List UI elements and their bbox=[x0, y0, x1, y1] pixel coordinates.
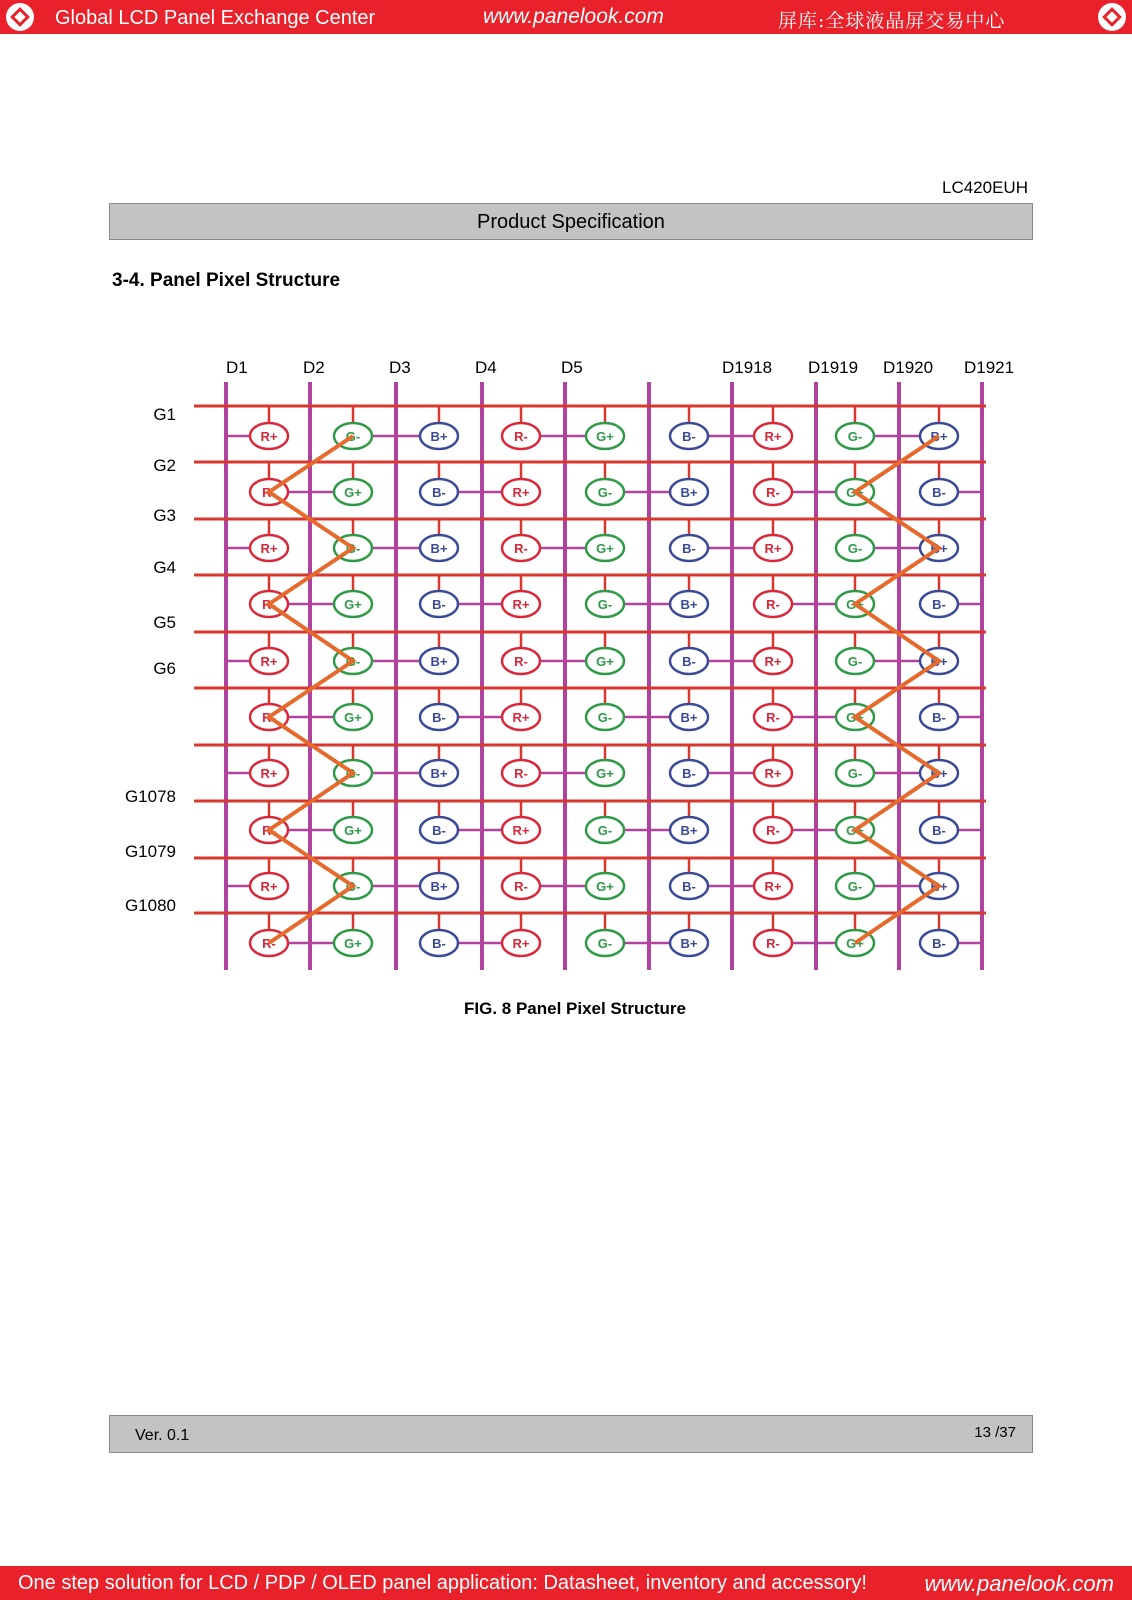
pixel-label: R- bbox=[514, 654, 528, 669]
data-line-label: D1921 bbox=[964, 358, 1015, 377]
pixel-label: R+ bbox=[260, 654, 278, 669]
model-number: LC420EUH bbox=[942, 178, 1028, 197]
pixel-label: G+ bbox=[596, 654, 614, 669]
pixel-label: G- bbox=[847, 766, 863, 781]
pixel-label: B- bbox=[932, 597, 946, 612]
pixel-label: R- bbox=[514, 429, 528, 444]
banner-title: Global LCD Panel Exchange Center bbox=[55, 7, 376, 29]
data-line-label: D1 bbox=[226, 358, 248, 377]
pixel-label: G- bbox=[597, 823, 613, 838]
page-number: 13 /37 bbox=[974, 1424, 1016, 1441]
version-label: Ver. 0.1 bbox=[135, 1427, 190, 1444]
pixel-label: B+ bbox=[680, 936, 698, 951]
pixel-label: G- bbox=[345, 654, 361, 669]
pixel-label: G- bbox=[847, 541, 863, 556]
gate-line-label: G4 bbox=[153, 558, 176, 577]
pixel-label: B+ bbox=[680, 823, 698, 838]
gate-line-label: G3 bbox=[153, 506, 176, 525]
pixel-label: B+ bbox=[680, 485, 698, 500]
pixel-label: B- bbox=[432, 710, 446, 725]
pixel-label: R+ bbox=[512, 823, 530, 838]
pixel-label: G+ bbox=[344, 597, 362, 612]
data-line-label: D5 bbox=[561, 358, 583, 377]
pixel-label: G+ bbox=[596, 879, 614, 894]
pixel-label: B+ bbox=[430, 879, 448, 894]
pixel-label: G+ bbox=[846, 823, 864, 838]
gate-line-label: G1080 bbox=[124, 896, 176, 915]
pixel-label: G- bbox=[345, 541, 361, 556]
data-line-label: D1919 bbox=[808, 358, 859, 377]
pixel-label: G- bbox=[345, 429, 361, 444]
pixel-label: R- bbox=[766, 597, 780, 612]
pixel-label: G+ bbox=[596, 429, 614, 444]
pixel-label: B- bbox=[682, 879, 696, 894]
pixel-label: G+ bbox=[846, 597, 864, 612]
pixel-label: G+ bbox=[846, 485, 864, 500]
pixel-label: B- bbox=[432, 823, 446, 838]
pixel-label: B- bbox=[932, 823, 946, 838]
pixel-label: R- bbox=[262, 936, 276, 951]
pixel-label: G+ bbox=[846, 936, 864, 951]
data-line-label: D2 bbox=[303, 358, 325, 377]
pixel-label: R- bbox=[514, 541, 528, 556]
pixel-label: B- bbox=[432, 485, 446, 500]
pixel-label: B- bbox=[432, 936, 446, 951]
pixel-label: G+ bbox=[846, 710, 864, 725]
pixel-label: B+ bbox=[930, 429, 948, 444]
banner-chinese-title: 屏库:全球液晶屏交易中心 bbox=[778, 10, 1006, 32]
pixel-label: G- bbox=[847, 879, 863, 894]
pixel-label: R+ bbox=[260, 766, 278, 781]
pixel-label: G- bbox=[345, 766, 361, 781]
pixel-label: R- bbox=[766, 823, 780, 838]
pixel-label: G- bbox=[847, 654, 863, 669]
pixel-label: R+ bbox=[512, 936, 530, 951]
pixel-label: B- bbox=[682, 654, 696, 669]
pixel-label: R+ bbox=[512, 485, 530, 500]
pixel-label: R- bbox=[514, 879, 528, 894]
bottom-banner-text: One step solution for LCD / PDP / OLED panel application: Datasheet, inventory and accessory! bbox=[18, 1572, 867, 1594]
pixel-label: R- bbox=[262, 485, 276, 500]
pixel-label: G+ bbox=[344, 823, 362, 838]
pixel-label: B- bbox=[682, 541, 696, 556]
pixel-label: B- bbox=[682, 429, 696, 444]
pixel-label: G- bbox=[597, 710, 613, 725]
bottom-banner-url[interactable]: www.panelook.com bbox=[924, 1571, 1114, 1596]
pixel-label: G+ bbox=[344, 485, 362, 500]
pixel-label: G- bbox=[597, 936, 613, 951]
pixel-label: B- bbox=[932, 710, 946, 725]
pixel-label: R+ bbox=[512, 597, 530, 612]
pixel-label: R+ bbox=[764, 654, 782, 669]
pixel-label: R+ bbox=[260, 429, 278, 444]
pixel-label: B+ bbox=[930, 654, 948, 669]
gate-line-label: G5 bbox=[153, 613, 176, 632]
pixel-label: B+ bbox=[930, 879, 948, 894]
pixel-label: R- bbox=[262, 710, 276, 725]
gate-line-label: G1078 bbox=[124, 787, 176, 806]
pixel-label: B- bbox=[932, 485, 946, 500]
gate-line-label: G6 bbox=[153, 659, 176, 678]
pixel-label: R- bbox=[766, 936, 780, 951]
pixel-label: B+ bbox=[680, 597, 698, 612]
pixel-label: R+ bbox=[764, 429, 782, 444]
pixel-label: B+ bbox=[430, 429, 448, 444]
gate-line-label: G1 bbox=[153, 405, 176, 424]
pixel-label: R- bbox=[766, 485, 780, 500]
pixel-label: B+ bbox=[680, 710, 698, 725]
pixel-label: G- bbox=[597, 485, 613, 500]
data-line-label: D4 bbox=[475, 358, 497, 377]
pixel-label: B- bbox=[432, 597, 446, 612]
pixel-label: R+ bbox=[260, 879, 278, 894]
pixel-label: R+ bbox=[764, 541, 782, 556]
pixel-label: R- bbox=[262, 823, 276, 838]
banner-url[interactable]: www.panelook.com bbox=[483, 5, 664, 28]
pixel-label: G+ bbox=[596, 541, 614, 556]
pixel-label: R+ bbox=[764, 766, 782, 781]
pixel-label: R- bbox=[766, 710, 780, 725]
pixel-label: B+ bbox=[430, 541, 448, 556]
pixel-label: R+ bbox=[260, 541, 278, 556]
figure-caption: FIG. 8 Panel Pixel Structure bbox=[463, 999, 687, 1018]
data-line-label: D1918 bbox=[722, 358, 773, 377]
pixel-label: B+ bbox=[930, 766, 948, 781]
pixel-label: R- bbox=[514, 766, 528, 781]
pixel-label: G+ bbox=[596, 766, 614, 781]
pixel-label: G+ bbox=[344, 936, 362, 951]
pixel-label: B- bbox=[932, 936, 946, 951]
pixel-label: B+ bbox=[430, 654, 448, 669]
pixel-label: G- bbox=[847, 429, 863, 444]
pixel-label: G- bbox=[597, 597, 613, 612]
pixel-label: R+ bbox=[764, 879, 782, 894]
data-line-label: D3 bbox=[389, 358, 411, 377]
gate-line-label: G2 bbox=[153, 456, 176, 475]
gate-line-label: G1079 bbox=[124, 842, 176, 861]
pixel-label: B+ bbox=[430, 766, 448, 781]
footer-bar bbox=[109, 1415, 1033, 1453]
pixel-label: R+ bbox=[512, 710, 530, 725]
pixel-label: R- bbox=[262, 597, 276, 612]
bottom-banner bbox=[0, 1566, 1132, 1600]
data-line-label: D1920 bbox=[883, 358, 934, 377]
pixel-label: G- bbox=[345, 879, 361, 894]
section-title: 3-4. Panel Pixel Structure bbox=[112, 270, 341, 291]
pixel-label: B- bbox=[682, 766, 696, 781]
spec-title: Product Specification bbox=[477, 211, 665, 233]
pixel-label: B+ bbox=[930, 541, 948, 556]
pixel-label: G+ bbox=[344, 710, 362, 725]
